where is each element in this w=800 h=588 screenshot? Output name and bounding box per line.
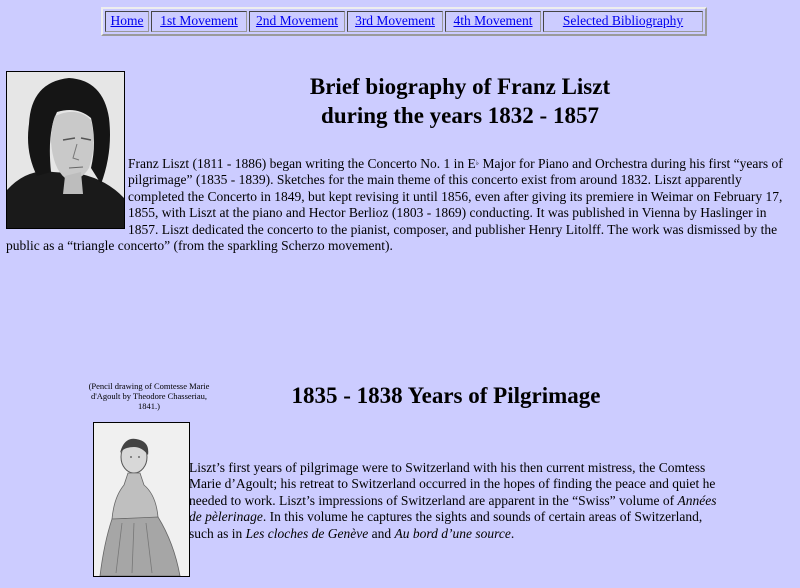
agoult-portrait-image (93, 422, 190, 577)
nav-link-1st-movement[interactable]: 1st Movement (151, 11, 247, 32)
flat-symbol: ♭ (475, 159, 480, 167)
pilgrimage-text-b: . In this volume he captures the sights and sounds of certain areas of Switzerland, such as in (189, 509, 703, 541)
au-bord-title: Au bord d’une source (394, 525, 511, 541)
cloches-title: Les cloches de Genève (245, 525, 369, 541)
pilgrimage-paragraph (189, 460, 719, 542)
image-caption: (Pencil drawing of Comtesse Marie d'Agoult by Theodore Chasseriau, 1841.) (88, 381, 210, 411)
pilgrimage-text-c: and (368, 525, 395, 541)
pilgrimage-title: 1835 - 1838 Years of Pilgrimage (291, 383, 601, 408)
biography-text-b: Major for Piano and Orchestra during his first “years of pilgrimage” (1835 - 1839). Sketches for the main theme of this concerto exist from around 1832. Liszt apparently completed the Concerto in 1849, but kept revising it until 1856, even after giving its premiere in Weimar on February 17, 1855, with Liszt at the piano and Hector Berlioz (1803 - 1869) conducting. It was published in Vienna by Haslinger in 1857. Liszt dedicated the concerto to the pianist, composer, and publisher Henry Litolff. The work was dismissed by the public as a “triangle concerto” (from the sparkling Scherzo movement). (6, 156, 783, 254)
nav-link-3rd-movement[interactable]: 3rd Movement (347, 11, 443, 32)
biography-title (250, 72, 670, 130)
pilgrimage-text-a: Liszt’s first years of pilgrimage were to Switzerland with his then current mistress, the Comtess Marie d’Agoult; his retreat to Switzerland occurred in the hopes of finding the peace and quiet he needed to work. Liszt’s impressions of Switzerland are apparent in the “Swiss” volume of (189, 460, 716, 508)
main-nav (101, 7, 707, 36)
nav-link-4th-movement[interactable]: 4th Movement (445, 11, 541, 32)
annees-title: Années de pèlerinage (189, 492, 717, 525)
biography-title-line1: Brief biography of Franz Liszt (309, 74, 611, 99)
nav-link-home[interactable]: Home (105, 11, 149, 32)
nav-link-selected-bibliography[interactable]: Selected Bibliography (543, 11, 703, 32)
biography-title-line2: during the years 1832 - 1857 (321, 103, 599, 128)
nav-link-2nd-movement[interactable]: 2nd Movement (249, 11, 345, 32)
biography-text-a: Franz Liszt (1811 - 1886) began writing the Concerto No. 1 in E (128, 156, 476, 171)
pilgrimage-text-d: . (510, 525, 515, 541)
biography-paragraph (6, 156, 796, 254)
